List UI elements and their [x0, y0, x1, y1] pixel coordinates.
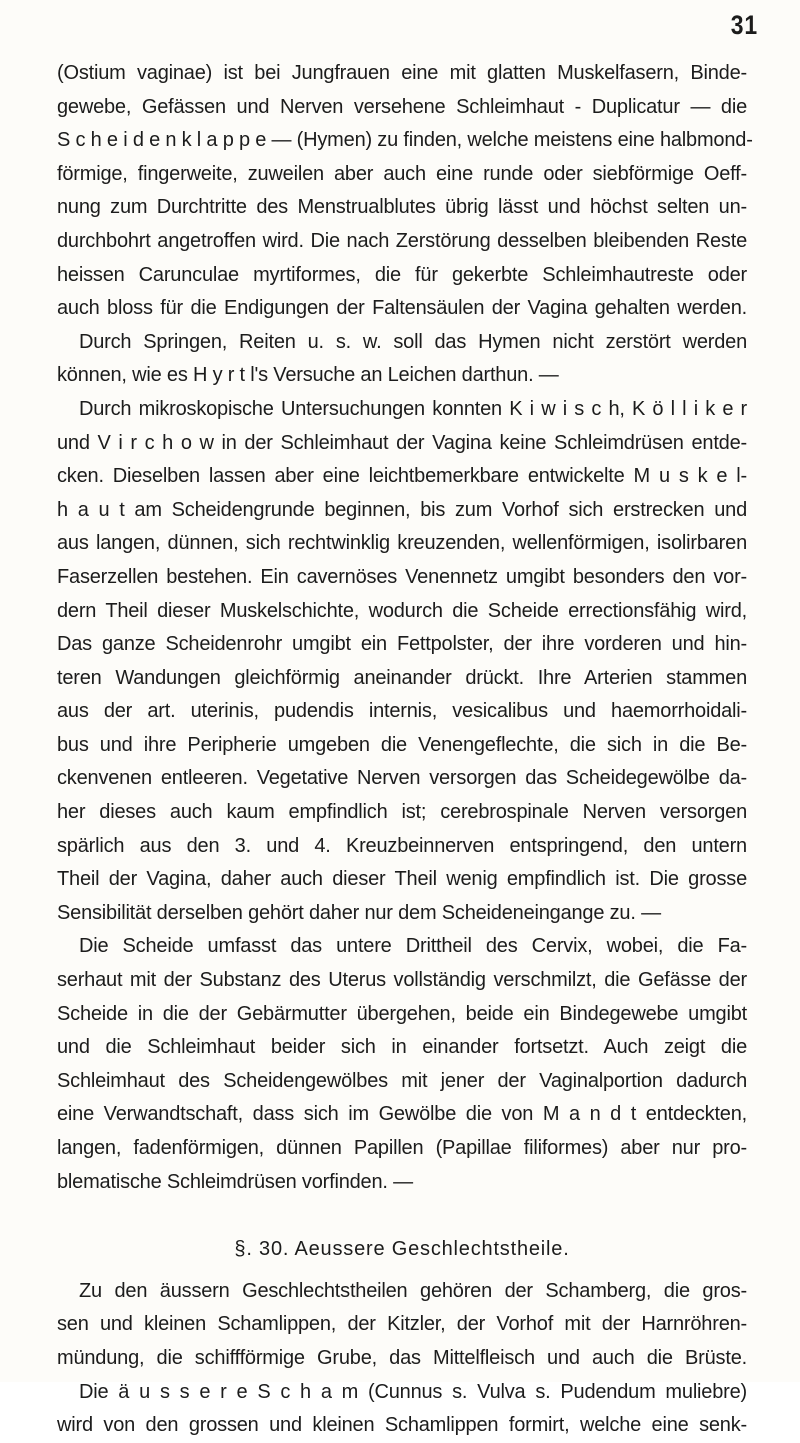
- text-line: nung zum Durchtritte des Menstrualblutes übrig lässt und höchst selten un-: [57, 196, 747, 219]
- text-line: langen, fadenförmigen, dünnen Papillen (Papillae filiformes) aber nur pro-: [57, 1137, 747, 1159]
- text-line: heissen Carunculae myrtiformes, die für gekerbte Schleimhautreste oder: [57, 263, 747, 286]
- text-line: serhaut mit der Substanz des Uterus vollständig verschmilzt, die Gefässe der: [57, 969, 747, 992]
- text-line: h a u t am Scheidengrunde beginnen, bis zum Vorhof sich erstrecken und: [57, 498, 747, 521]
- text-line: aus langen, dünnen, sich rechtwinklig kreuzenden, wellenförmigen, isolirbaren: [57, 532, 747, 555]
- body-text: [57, 57, 753, 1443]
- section-heading: §. 30. Aeussere Geschlechtstheile.: [234, 1238, 570, 1261]
- text-line: S c h e i d e n k l a p p e — (Hymen) zu finden, welche meistens eine halbmond-: [57, 129, 753, 152]
- text-line: aus der art. uterinis, pudendis internis, vesicalibus und haemorrhoidali-: [57, 700, 747, 723]
- text-line: (Ostium vaginae) ist bei Jungfrauen eine mit glatten Muskelfasern, Binde-: [57, 62, 747, 84]
- text-line: Theil der Vagina, daher auch dieser Theil wenig empfindlich ist. Die grosse: [57, 868, 747, 891]
- text-line: sen und kleinen Schamlippen, der Kitzler, der Vorhof mit der Harnröhren-: [57, 1313, 747, 1336]
- section-gap: [57, 1267, 747, 1275]
- text-line: Die Scheide umfasst das untere Drittheil des Cervix, wobei, die Fa-: [79, 935, 747, 958]
- text-line: ckenvenen entleeren. Vegetative Nerven versorgen das Scheidegewölbe da-: [57, 767, 747, 790]
- text-line: mündung, die schiffförmige Grube, das Mittelfleisch und auch die Brüste.: [57, 1346, 747, 1369]
- text-line: und die Schleimhaut beider sich in einander fortsetzt. Auch zeigt die: [57, 1036, 747, 1059]
- text-line: auch bloss für die Endigungen der Faltensäulen der Vagina gehalten werden.: [57, 297, 747, 320]
- text-line: förmige, fingerweite, zuweilen aber auch eine runde oder siebförmige Oeff-: [57, 162, 747, 185]
- page-number: 31: [730, 10, 758, 40]
- text-line: blematische Schleimdrüsen vorfinden. —: [57, 1170, 413, 1193]
- text-line: Zu den äussern Geschlechtstheilen gehören der Schamberg, die gros-: [79, 1279, 747, 1302]
- text-line: Durch mikroskopische Untersuchungen konnten K i w i s c h, K ö l l i k e r: [79, 397, 747, 420]
- text-line: spärlich aus den 3. und 4. Kreuzbeinnerven entspringend, den untern: [57, 834, 747, 857]
- text-line: Faserzellen bestehen. Ein cavernöses Venennetz umgibt besonders den vor-: [57, 565, 747, 588]
- text-line: können, wie es H y r t l's Versuche an Leichen darthun. —: [57, 364, 559, 387]
- text-line: gewebe, Gefässen und Nerven versehene Schleimhaut - Duplicatur — die: [57, 95, 747, 118]
- text-line: Durch Springen, Reiten u. s. w. soll das Hymen nicht zerstört werden: [79, 330, 747, 353]
- text-line: eine Verwandtschaft, dass sich im Gewölbe die von M a n d t entdeckten,: [57, 1103, 747, 1126]
- text-line: bus und ihre Peripherie umgeben die Venengeflechte, die sich in die Be-: [57, 733, 747, 756]
- text-line: Scheide in die der Gebärmutter übergehen, beide ein Bindegewebe umgibt: [57, 1002, 747, 1025]
- text-line: wird von den grossen und kleinen Schamlippen formirt, welche eine senk-: [57, 1414, 747, 1437]
- text-line: und V i r c h o w in der Schleimhaut der Vagina keine Schleimdrüsen entde-: [57, 431, 747, 454]
- text-line: Sensibilität derselben gehört daher nur dem Scheideneingange zu. —: [57, 901, 661, 924]
- text-line: Das ganze Scheidenrohr umgibt ein Fettpolster, der ihre vorderen und hin-: [57, 633, 747, 656]
- text-line: Schleimhaut des Scheidengewölbes mit jener der Vaginalportion dadurch: [57, 1069, 747, 1092]
- text-line: cken. Dieselben lassen aber eine leichtbemerkbare entwickelte M u s k e l-: [57, 465, 747, 488]
- text-line: dern Theil dieser Muskelschichte, wodurch die Scheide errectionsfähig wird,: [57, 599, 747, 622]
- text-line: her dieses auch kaum empfindlich ist; cerebrospinale Nerven versorgen: [57, 801, 747, 824]
- text-line: Die ä u s s e r e S c h a m (Cunnus s. Vulva s. Pudendum muliebre): [79, 1380, 747, 1403]
- text-line: durchbohrt angetroffen wird. Die nach Zerstörung desselben bleibenden Reste: [57, 229, 747, 252]
- section-gap: [57, 1199, 747, 1233]
- text-line: teren Wandungen gleichförmig aneinander drückt. Ihre Arterien stammen: [57, 666, 747, 689]
